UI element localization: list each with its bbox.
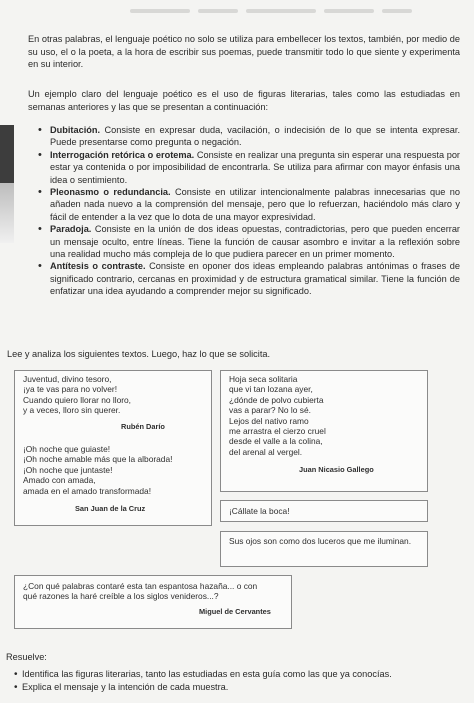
- poem-line: que vi tan lozana ayer,: [229, 384, 313, 395]
- resuelve-heading: Resuelve:: [6, 652, 47, 662]
- author-cervantes: Miguel de Cervantes: [199, 606, 271, 616]
- poem-line: ¡Oh noche que guiaste!: [23, 444, 111, 455]
- poem-line: desde el valle a la colina,: [229, 436, 323, 447]
- faded-header-text: [130, 0, 470, 7]
- poem-line: me arrastra el cierzo cruel: [229, 426, 326, 437]
- sample-text: ¿Con qué palabras contaré esta tan espantosa hazaña... o con: [23, 581, 258, 591]
- text-box-ojos: [220, 531, 428, 567]
- poem-line: Amado con amada,: [23, 475, 96, 486]
- poem-line: Hoja seca solitaria: [229, 374, 298, 384]
- task-item: • Identifica las figuras literarias, tanto las estudiadas en esta guía como las que ya conocías.: [14, 668, 464, 681]
- sample-text: Sus ojos son como dos luceros que me iluminan.: [229, 536, 412, 546]
- text-box-callate: [220, 500, 428, 522]
- task-list: [14, 668, 464, 694]
- author-gallego: Juan Nicasio Gallego: [299, 465, 374, 475]
- text-box-dario-cruz: [14, 370, 212, 526]
- poem-line: Cuando quiero llorar no lloro,: [23, 394, 132, 405]
- poem-line: ¡Oh noche que juntaste!: [23, 464, 113, 475]
- intro-paragraph-1: En otras palabras, el lenguaje poético no solo se utiliza para embellecer los textos, también, por medio de su uso, el o la poeta, a la hora de escribir sus poemas, puede transmitir todo lo que siente y experimenta en su interior.: [28, 34, 460, 69]
- poem-line: del arenal al vergel.: [229, 446, 303, 457]
- poem-line: Lejos del nativo ramo: [229, 415, 309, 426]
- author-dario: Rubén Darío: [121, 421, 165, 431]
- author-cruz: San Juan de la Cruz: [75, 504, 146, 514]
- text-box-gallego: [220, 370, 428, 492]
- poem-line: amada en el amado transformada!: [23, 485, 152, 496]
- sample-text: ¡Cállate la boca!: [229, 506, 290, 516]
- poem-line: ¡ya te vas para no volver!: [23, 384, 118, 395]
- sample-text: qué razones la haré creíble a los siglos venideros...?: [23, 591, 219, 602]
- poem-line: ¡Oh noche amable más que la alborada!: [23, 454, 173, 465]
- poem-line: Juventud, divino tesoro,: [23, 374, 112, 384]
- poem-line: y a veces, lloro sin querer.: [23, 405, 121, 416]
- instruction-text: Lee y analiza los siguientes textos. Luego, haz lo que se solicita.: [7, 349, 271, 359]
- poem-line: vas a parar? No lo sé.: [229, 405, 311, 416]
- text-box-cervantes: [14, 575, 292, 629]
- intro-paragraph-2: Un ejemplo claro del lenguaje poético es el uso de figuras literarias, tales como las estudiadas en semanas anteriores y las que se presentan a continuación:: [28, 89, 460, 112]
- figure-item-pleonasmo: • Pleonasmo o redundancia. Consiste en utilizar intencionalmente palabras innecesarias que no añaden nada nuevo a la comprensión del mensaje, pero que lo refuerzan, haciéndolo más claro y fácil de entender a la vez que lo dota de una mayor expresividad.: [36, 186, 460, 223]
- figure-item-interrogacion: • Interrogación retórica o erotema. Consiste en realizar una pregunta sin esperar una respuesta por estar ya contenida o por imposibilidad de encontrarla. Se utiliza para afirmar con mayor énfasis una idea o sentimiento.: [36, 149, 460, 186]
- figure-item-paradoja: • Paradoja. Consiste en la unión de dos ideas opuestas, contradictorias, pero que pueden encerrar un mensaje oculto, entre líneas. Tiene la función de causar asombro e invitar a la reflexión sobre una realidad mucho más compleja de lo que pudiera parecer en un primer momento.: [36, 223, 460, 260]
- poem-line: ¿dónde de polvo cubierta: [229, 394, 324, 405]
- figures-list: [36, 124, 460, 298]
- figure-item-antitesis: • Antítesis o contraste. Consiste en oponer dos ideas empleando palabras antónimas o frases de significado contrario, cercanas en proximidad y de estructura gramatical similar. Tiene la función de enfatizar una idea ayudando a comprender mejor su significado.: [36, 260, 460, 297]
- figure-item-dubitacion: • Dubitación. Consiste en expresar duda, vacilación, o indecisión de lo que se intenta expresar. Puede presentarse como pregunta o negación.: [36, 124, 460, 149]
- side-photo-strip: [0, 125, 14, 243]
- task-item: • Explica el mensaje y la intención de cada muestra.: [14, 681, 464, 694]
